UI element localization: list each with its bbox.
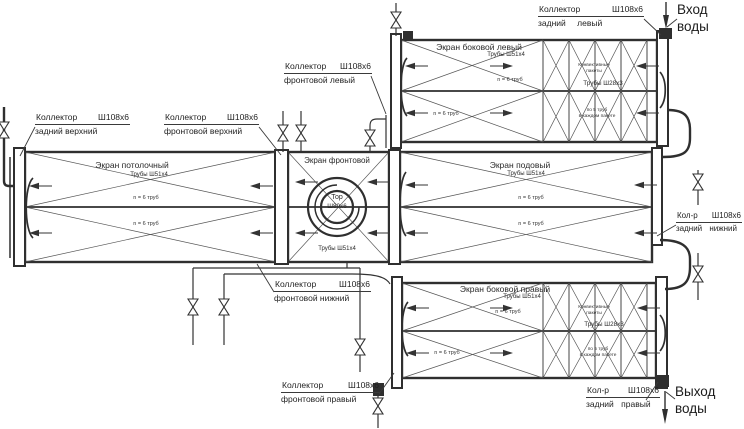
- collector-position: задний правый: [586, 399, 651, 410]
- screen-row1-floor: n = 6 труб: [518, 195, 544, 201]
- screen-row2-floor: n = 6 труб: [518, 221, 544, 227]
- flow-arrow-icon: [406, 350, 429, 356]
- collector-size: Ш108х6: [98, 112, 129, 122]
- label-collector-front-top: [164, 112, 259, 137]
- valve-icon: [365, 130, 375, 146]
- water-outlet-line2: воды: [675, 400, 707, 416]
- collector-name: Кол-р: [587, 385, 610, 395]
- water-inlet-line2: воды: [677, 18, 709, 34]
- torus-size-label: Ш89х6: [327, 203, 347, 210]
- convective-tubes-left: Трубы Ш28х3: [583, 80, 623, 87]
- pipe-flanges: [373, 28, 672, 396]
- valve-icon: [693, 174, 703, 190]
- collector-position: фронтовой левый: [284, 75, 355, 86]
- collector-position: фронтовой нижний: [274, 293, 350, 304]
- water-outlet-line1: Выход: [675, 384, 716, 399]
- collector-name: Кол-р: [677, 211, 698, 220]
- valve-icon: [278, 125, 288, 141]
- flow-arrow-icon: [295, 179, 318, 185]
- water-outlet-label: [675, 384, 715, 418]
- screen-tubes-side-left: Трубы Ш51х4: [487, 52, 525, 58]
- collector-position: задний левый: [538, 18, 603, 29]
- convective-name2-left: пакеты: [586, 69, 602, 74]
- collector-size: Ш108х6: [227, 112, 258, 122]
- convective-name1-right: Конвективные: [578, 305, 610, 310]
- screen-row2-side-left: n = 6 труб: [433, 111, 459, 117]
- screen-title-floor: Экран подовый: [489, 160, 551, 170]
- valve-icon: [0, 122, 9, 138]
- water-inlet-arrow: [663, 2, 669, 29]
- water-outlet-arrow: [662, 391, 668, 424]
- collector-size: Ш108х6: [348, 380, 379, 390]
- drain-vent-lines: [193, 3, 698, 428]
- screen-row2-ceiling: n = 6 труб: [133, 221, 159, 227]
- convective-note1-right: по 5 труб: [587, 347, 609, 352]
- flow-arrow-icon: [250, 183, 273, 189]
- collector-size: Ш108х6: [339, 279, 370, 289]
- convective-tubes-right: Трубы Ш28х3: [584, 321, 624, 328]
- label-collector-back-right: [586, 385, 660, 410]
- flow-arrow-icon: [29, 230, 52, 236]
- convective-note2-left: в каждом пакете: [578, 114, 616, 119]
- screen-title-ceiling: Экран потолочный: [95, 160, 169, 170]
- flow-arrow-icon: [250, 230, 273, 236]
- valve-icon: [188, 299, 198, 315]
- screen-row1-side-right: n = 6 труб: [495, 309, 521, 315]
- screen-title-side-right: Экран боковой правый: [459, 284, 551, 294]
- screen-tubes-floor: Трубы Ш51х4: [507, 171, 545, 177]
- water-inlet-label: [677, 2, 709, 36]
- label-collector-back-left: [538, 4, 644, 29]
- screen-tubes-front: Трубы Ш51х4: [318, 246, 356, 252]
- water-inlet-line1: Вход: [677, 2, 708, 17]
- collector-name: Коллектор: [285, 61, 327, 71]
- label-collector-front-left: [284, 61, 372, 86]
- collector-name: Коллектор: [36, 112, 78, 122]
- collector-size: Ш108х6: [628, 385, 659, 395]
- collector-position: задний нижний: [676, 224, 737, 234]
- torus-name-label: Тор: [331, 194, 343, 201]
- valve-icon: [219, 299, 229, 315]
- flow-arrow-icon: [490, 63, 513, 69]
- flow-arrow-icon: [29, 183, 52, 189]
- collector-position: фронтовой верхний: [164, 126, 243, 137]
- collector-size: Ш108х6: [612, 4, 643, 14]
- collector-size: Ш108х6: [340, 61, 371, 71]
- collector-name: Коллектор: [275, 279, 317, 289]
- convective-name1-left: Конвективные: [578, 63, 610, 68]
- collector-position: фронтовой правый: [281, 394, 357, 405]
- screen-row1-side-left: n = 6 труб: [497, 77, 523, 83]
- flow-arrow-icon: [405, 182, 428, 188]
- label-collector-back-bottom: [676, 211, 742, 235]
- screen-tubes-ceiling: Трубы Ш51х4: [130, 172, 168, 178]
- screen-row1-ceiling: n = 6 труб: [133, 195, 159, 201]
- flow-arrow-icon: [405, 63, 428, 69]
- flow-arrow-icon: [405, 230, 428, 236]
- screen-tubes-side-right: Трубы Ш51х4: [503, 294, 541, 300]
- collector-name: Коллектор: [539, 4, 581, 14]
- flow-arrow-icon: [295, 230, 318, 236]
- convective-name2-right: пакеты: [586, 311, 602, 316]
- flow-arrow-icon: [490, 110, 513, 116]
- flow-arrow-icon: [367, 230, 390, 236]
- valve-icon: [391, 12, 401, 28]
- screen-title-front: Экран фронтовой: [304, 156, 370, 165]
- label-collector-back-top: [35, 112, 130, 137]
- flow-arrow-icon: [406, 305, 429, 311]
- collector-name: Коллектор: [282, 380, 324, 390]
- label-collector-front-right: [281, 380, 380, 405]
- screen-title-side-left: Экран боковой левый: [436, 42, 522, 52]
- convective-note1-left: по 5 труб: [586, 108, 608, 113]
- collector-size: Ш108х6: [711, 211, 741, 220]
- collector-position: задний верхний: [35, 126, 98, 137]
- convective-note2-right: в каждом пакете: [579, 353, 617, 358]
- flow-arrow-icon: [367, 179, 390, 185]
- label-collector-front-bottom: [274, 279, 371, 304]
- screen-row2-side-right: n = 6 труб: [434, 350, 460, 356]
- flow-arrow-icon: [490, 350, 513, 356]
- valve-icon: [693, 266, 703, 282]
- flow-arrow-icon: [405, 110, 428, 116]
- collector-name: Коллектор: [165, 112, 207, 122]
- valve-icon: [355, 339, 365, 355]
- valve-icon: [296, 125, 306, 141]
